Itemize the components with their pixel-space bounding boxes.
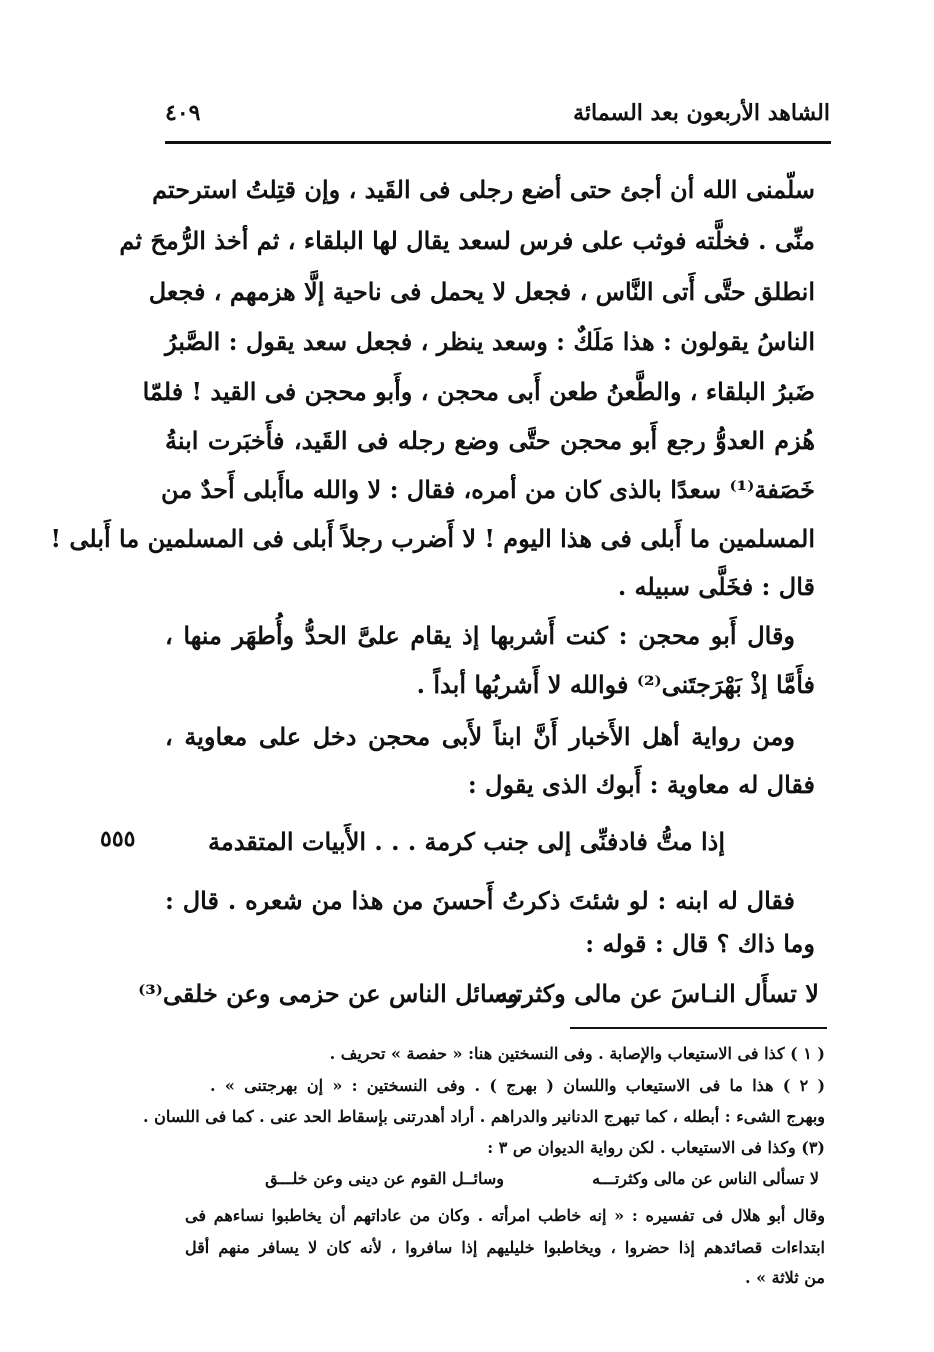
page-number: ٤٠٩ bbox=[165, 100, 201, 126]
text-line: قال : فخَلَّى سبيله . bbox=[617, 572, 815, 601]
margin-number: ٥٥٥ bbox=[100, 826, 136, 852]
text-line: ضَبرُ البلقاء ، والطَّعنُ طعن أَبى محجن ، وأَبو محجن فى القيد ! فلمّا bbox=[142, 377, 815, 406]
text-line: فقال له معاوية : أَبوك الذى يقول : bbox=[467, 770, 815, 799]
text-line: المسلمين ما أَبلى فى هذا اليوم ! لا أَضرب رجلاً أَبلى فى المسلمين ما أَبلى ! bbox=[50, 524, 815, 553]
text-line: هُزم العدوُّ رجع أَبو محجن حتَّى وضع رجله فى القَيد، فأَخبَرت ابنةُ bbox=[165, 426, 815, 455]
footnote-line: ابتداءات قصائدهم إذا حضروا ، ويخاطبوا خليليهم إذا سافروا ، لأنه كان لا يسافر منهم أقل bbox=[185, 1238, 825, 1257]
poem-second-hemistich: وسائل الناس عن حزمى وعن خلقى⁽³⁾ bbox=[138, 979, 519, 1008]
footnote-verse-second: وسائــل القوم عن دينى وعن خلـــق bbox=[265, 1169, 504, 1188]
footnote-verse-first: لا تسألى الناس عن مالى وكثرتـــه bbox=[592, 1169, 819, 1188]
footnote-line: (٣) وكذا فى الاستيعاب . لكن رواية الديوان ص ٣ : bbox=[487, 1138, 825, 1157]
text-line: فأَمَّا إذْ بَهْرَجتَنى⁽²⁾ فوالله لا أَشربُها أبداً . bbox=[416, 670, 815, 699]
text-line: خَصَفة⁽¹⁾ سعدًا بالذى كان من أمره، فقال : لا والله ماأَبلى أَحدٌ من bbox=[161, 475, 815, 504]
poem-first-hemistich: لا تسأَل النـاسَ عن مالى وكثرتـه bbox=[495, 979, 819, 1008]
footnote-line: من ثلاثة » . bbox=[744, 1268, 825, 1287]
text-line: منِّى . فخلَّته فوثب على فرس لسعد يقال لها البلقاء ، ثم أخذ الرُّمحَ ثم bbox=[119, 226, 815, 255]
header-rule bbox=[165, 141, 831, 144]
page-header bbox=[165, 100, 830, 140]
footnote-line: وبهرج الشىء : أبطله ، كما تبهرج الدنانير والدراهم . أراد أهدرتنى بإسقاط الحد عنى . كما فى اللسان . bbox=[143, 1107, 825, 1126]
text-line: وقال أَبو محجن : كنت أَشربها إذ يقام علىَّ الحدُّ وأُطهَر منها ، bbox=[165, 621, 795, 650]
footnote-line: ( ١ ) كذا فى الاستيعاب والإصابة . وفى النسختين هنا: « حفصة » تحريف . bbox=[329, 1044, 825, 1063]
text-line: الناسُ يقولون : هذا مَلَكٌ : وسعد ينظر ، فجعل سعد يقول : الصَّبرُ bbox=[165, 327, 815, 356]
footnote-line: ( ٢ ) هذا ما فى الاستيعاب واللسان ( بهرج ) . وفى النسختين : « إن بهرجتنى » . bbox=[210, 1076, 826, 1095]
running-title: الشاهد الأربعون بعد السمائة bbox=[573, 100, 830, 126]
footnote-rule bbox=[570, 1027, 827, 1029]
footnote-line: وقال أبو هلال فى تفسيره : « إنه خاطب امرأته . وكان من عاداتهم أن يخاطبوا نساءهم فى bbox=[185, 1206, 825, 1225]
text-line: سلّمنى الله أن أجئ حتى أضع رجلى فى القَيد ، وإن قتِلتُ استرحتم bbox=[152, 175, 815, 204]
text-line: ومن رواية أهل الأَخبار أَنَّ ابناً لأَبى محجن دخل على معاوية ، bbox=[165, 722, 795, 751]
text-line: فقال له ابنه : لو شئتَ ذكرتُ أَحسنَ من هذا من شعره . قال : bbox=[165, 886, 795, 915]
verse-line: إذا متُّ فادفنِّى إلى جنب كرمة . . . الأَبيات المتقدمة bbox=[207, 827, 725, 856]
text-line: وما ذاك ؟ قال : قوله : bbox=[585, 929, 815, 958]
text-line: انطلق حتَّى أَتى النَّاس ، فجعل لا يحمل فى ناحية إلَّا هزمهم ، فجعل bbox=[148, 277, 815, 306]
